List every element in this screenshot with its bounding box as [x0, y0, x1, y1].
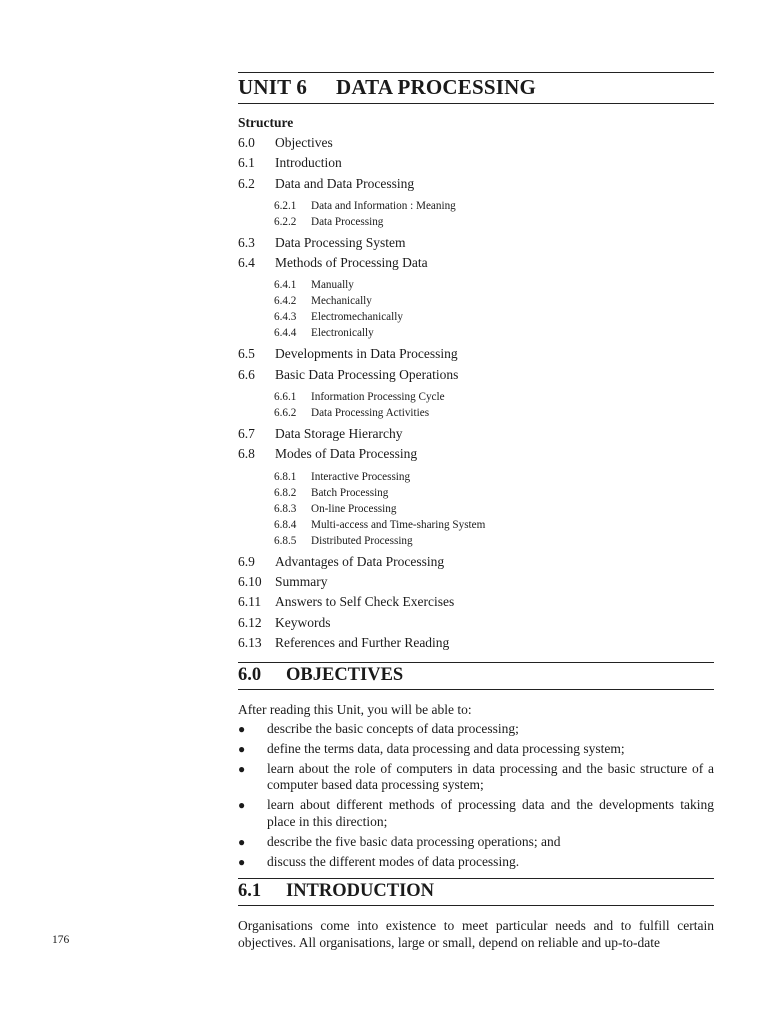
objective-text: describe the basic concepts of data processing; — [267, 720, 519, 736]
bullet-icon: ● — [238, 721, 246, 736]
toc-entry-number: 6.10 — [238, 573, 262, 589]
toc-subsection-group — [238, 273, 714, 344]
toc-entry — [238, 633, 714, 653]
toc-entry-number: 6.13 — [238, 634, 262, 650]
introduction-paragraph: Organisations come into existence to meet particular needs and to fulfill certain objectives. All organisations, large or small, depend on reliable and up-to-date — [238, 918, 714, 950]
toc-subentry-number: 6.2.2 — [274, 215, 297, 228]
toc-subsection-group — [238, 385, 714, 424]
objectives-list — [238, 721, 714, 871]
toc-subentry-title: Data and Information : Meaning — [311, 199, 456, 212]
objectives-title: OBJECTIVES — [286, 665, 404, 686]
bullet-icon: ● — [238, 835, 246, 850]
toc-subentry-number: 6.4.3 — [274, 311, 297, 324]
toc-subentry-title: Electronically — [311, 327, 374, 340]
toc-subentry-title: On-line Processing — [311, 502, 397, 515]
toc-subentry-title: Information Processing Cycle — [311, 391, 445, 404]
toc-entry-title: Basic Data Processing Operations — [275, 366, 459, 382]
toc-subentry-title: Distributed Processing — [311, 534, 413, 547]
objective-text: describe the five basic data processing operations; and — [267, 834, 561, 850]
toc-subentry-title: Mechanically — [311, 295, 372, 308]
toc-subentry-number: 6.8.2 — [274, 486, 297, 499]
toc-entry-number: 6.6 — [238, 366, 255, 382]
objective-bullet — [238, 741, 714, 758]
toc-subentry-number: 6.2.1 — [274, 199, 297, 212]
page-content — [238, 72, 714, 951]
toc-subsection-group — [238, 194, 714, 233]
toc-entry — [238, 444, 714, 464]
toc-entry-number: 6.0 — [238, 135, 255, 150]
bullet-icon: ● — [238, 798, 246, 813]
toc-entry-number: 6.3 — [238, 234, 255, 250]
introduction-number: 6.1 — [238, 881, 262, 902]
toc-entry-number: 6.8 — [238, 446, 255, 462]
toc-subentry — [274, 517, 714, 533]
objective-text: learn about different methods of processing data and the developments taking place in this direction; — [267, 797, 714, 829]
toc-entry-title: Data and Data Processing — [275, 175, 415, 191]
objective-bullet — [238, 854, 714, 871]
toc-subentry — [274, 405, 714, 421]
toc-subentry-number: 6.4.2 — [274, 295, 297, 308]
toc-entry — [238, 174, 714, 194]
toc-subentry-number: 6.8.3 — [274, 502, 297, 515]
toc-entry-title: Objectives — [275, 135, 333, 150]
toc-subentry-title: Data Processing Activities — [311, 407, 430, 420]
objective-bullet — [238, 834, 714, 851]
unit-title-text: DATA PROCESSING — [336, 75, 537, 99]
toc-entry — [238, 344, 714, 364]
unit-title — [238, 73, 714, 103]
toc-subentry-number: 6.4.1 — [274, 279, 297, 292]
toc-entry-number: 6.2 — [238, 175, 255, 191]
toc-entry — [238, 552, 714, 572]
toc-entry — [238, 233, 714, 253]
toc-entry-title: Methods of Processing Data — [275, 255, 428, 271]
page-number: 176 — [52, 934, 70, 946]
toc-entry — [238, 365, 714, 385]
toc-subentry-title: Data Processing — [311, 215, 384, 228]
objectives-number: 6.0 — [238, 665, 262, 686]
structure-heading: Structure — [238, 115, 294, 130]
toc-subentry — [274, 293, 714, 309]
toc-entry-title: Summary — [275, 573, 328, 589]
toc-subentry — [274, 214, 714, 230]
toc-entry — [238, 133, 714, 153]
toc-subentry — [274, 533, 714, 549]
toc-subentry — [274, 325, 714, 341]
objective-bullet — [238, 721, 714, 738]
toc-subentry — [274, 469, 714, 485]
toc-subentry-title: Manually — [311, 279, 354, 292]
toc-entry-title: Advantages of Data Processing — [275, 553, 445, 569]
toc-entry — [238, 253, 714, 273]
toc-subentry-number: 6.6.2 — [274, 407, 297, 420]
introduction-heading — [238, 879, 714, 905]
toc-entry — [238, 153, 714, 173]
toc-entry-title: Introduction — [275, 155, 342, 171]
toc-subentry-title: Interactive Processing — [311, 470, 411, 483]
toc-subentry — [274, 198, 714, 214]
objective-text: define the terms data, data processing and data processing system; — [267, 740, 625, 756]
toc-subentry-title: Batch Processing — [311, 486, 389, 499]
toc-entry-title: Modes of Data Processing — [275, 446, 418, 462]
toc-entry-number: 6.12 — [238, 614, 262, 630]
unit-title-rule — [238, 103, 714, 104]
toc-entry-title: Data Storage Hierarchy — [275, 426, 403, 442]
objective-text: learn about the role of computers in data processing and the basic structure of a computer based data processing system; — [267, 760, 714, 793]
toc-subentry-number: 6.8.5 — [274, 534, 297, 547]
toc-subentry — [274, 309, 714, 325]
objective-bullet — [238, 797, 714, 830]
toc-subentry — [274, 389, 714, 405]
objectives-heading — [238, 663, 714, 689]
introduction-title: INTRODUCTION — [286, 881, 435, 902]
toc-subentry — [274, 277, 714, 293]
toc-entry-title: References and Further Reading — [275, 634, 450, 650]
toc-subentry-title: Multi-access and Time-sharing System — [311, 518, 486, 531]
bullet-icon: ● — [238, 855, 246, 870]
objective-bullet — [238, 761, 714, 794]
toc-subentry-number: 6.8.1 — [274, 470, 297, 483]
toc-entry — [238, 592, 714, 612]
toc-subsection-group — [238, 465, 714, 552]
toc-entry-number: 6.9 — [238, 553, 255, 569]
unit-number: UNIT 6 — [238, 75, 308, 99]
toc-entry — [238, 572, 714, 592]
bullet-icon: ● — [238, 761, 246, 776]
toc-entry-number: 6.7 — [238, 426, 255, 442]
toc-subentry — [274, 485, 714, 501]
bullet-icon: ● — [238, 741, 246, 756]
toc-entry-title: Data Processing System — [275, 234, 406, 250]
toc-entry-number: 6.5 — [238, 346, 255, 362]
toc-entry — [238, 424, 714, 444]
toc-subentry-number: 6.4.4 — [274, 327, 297, 340]
table-of-contents — [238, 133, 714, 653]
toc-subentry-number: 6.8.4 — [274, 518, 297, 531]
objective-text: discuss the different modes of data processing. — [267, 854, 520, 870]
toc-subentry-number: 6.6.1 — [274, 391, 297, 404]
toc-entry-number: 6.1 — [238, 155, 255, 171]
toc-subentry-title: Electromechanically — [311, 311, 403, 324]
toc-entry-number: 6.11 — [238, 594, 262, 610]
toc-entry — [238, 613, 714, 633]
toc-entry-title: Developments in Data Processing — [275, 346, 458, 362]
toc-entry-title: Answers to Self Check Exercises — [275, 594, 455, 610]
toc-subentry — [274, 501, 714, 517]
toc-entry-title: Keywords — [275, 614, 331, 630]
toc-entry-number: 6.4 — [238, 255, 255, 271]
objectives-intro: After reading this Unit, you will be able to: — [238, 702, 472, 718]
